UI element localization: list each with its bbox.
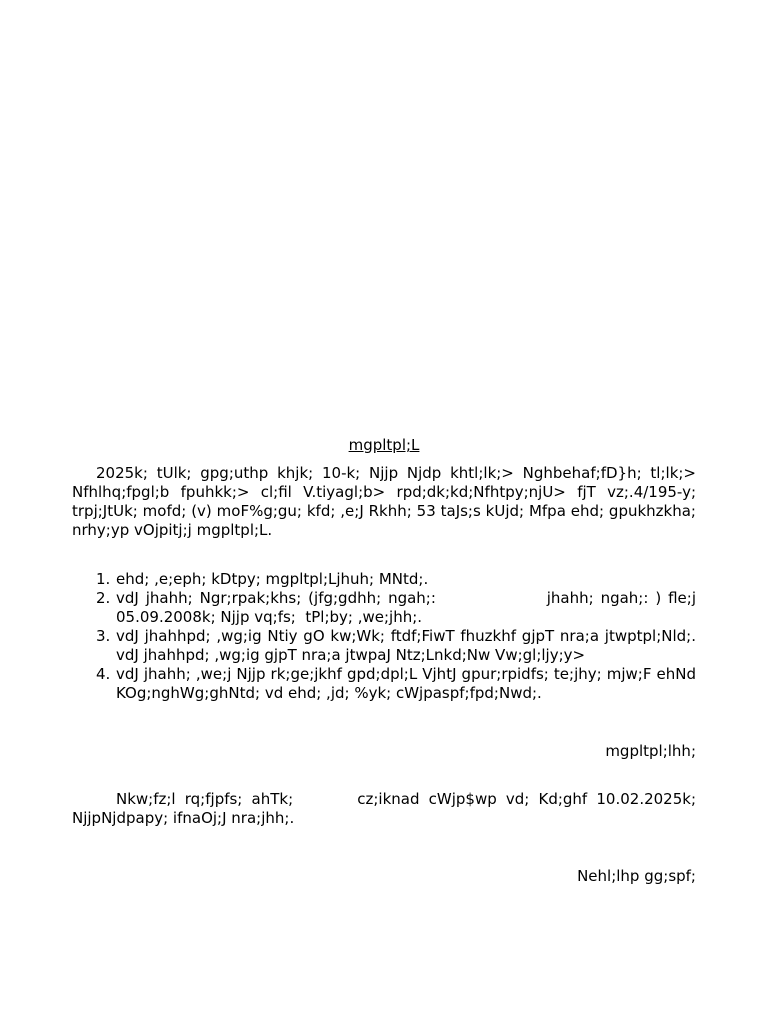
list-item <box>72 665 696 703</box>
list-text: vdJ jhahh; ,we;j Njjp rk;ge;jkhf gpd;dpl;L VjhtJ gpur;rpidfs; te;jhy; mjw;F ehNd KOg;nghWg;ghNtd; vd ehd; ,jd; %yk; cWjpaspf;fpd;Nwd;. <box>116 665 696 702</box>
attester-signature-line: Nehl;lhp gg;spf; <box>577 867 696 885</box>
list-text: vdJ jhahh; Ngr;rpak;khs; (jfg;gdhh; ngah;: jhahh; ngah;: ) fle;j 05.09.2008k; Njjp vq;fs; tPl;by; ,we;jhh;. <box>116 589 701 626</box>
list-number: 2. <box>96 589 111 607</box>
intro-paragraph: 2025k; tUlk; gpg;uthp khjk; 10-k; Njjp Njdp khtl;lk;> Nghbehaf;fD}h; tl;lk;> Nfhlhq;fpgl;b fpuhkk;> cl;fil V.tiyagl;b> rpd;dk;kd;Nfhtpy;njU> fjT vz;.4/195-y; trpj;JtUk; mofd; (v) moF%g;gu; kfd; ,e;J Rkhh; 53 taJs;s kUjd; Mfpa ehd; gpukhzkha; nrhy;yp vOjpitj;j mgpltpl;L. <box>72 464 696 539</box>
list-text: vdJ jhahhpd; ,wg;ig Ntiy gO kw;Wk; ftdf;FiwT fhuzkhf gjpT nra;a jtwptpl;Nld;. vdJ jhahhpd; ,wg;ig gjpT nra;a jtwpaJ Ntz;Lnkd;Nw Vw;gl;ljy;y> <box>116 627 696 664</box>
deponent-signature-line: mgpltpl;lhh; <box>605 742 696 760</box>
list-text: ehd; ,e;eph; kDtpy; mgpltpl;Ljhuh; MNtd;. <box>116 570 429 588</box>
list-number: 1. <box>96 570 111 588</box>
document-title: mgpltpl;L <box>348 436 420 454</box>
list-number: 3. <box>96 627 111 645</box>
statement-list <box>72 570 701 703</box>
list-item <box>72 627 696 665</box>
list-item <box>72 589 701 627</box>
attestation-paragraph: Nkw;fz;l rq;fjpfs; ahTk; cz;iknad cWjp$wp vd; Kd;ghf 10.02.2025k; NjjpNjdpapy; ifnaOj;J nra;jhh;. <box>72 790 701 827</box>
list-item <box>72 570 696 589</box>
list-number: 4. <box>96 665 111 683</box>
